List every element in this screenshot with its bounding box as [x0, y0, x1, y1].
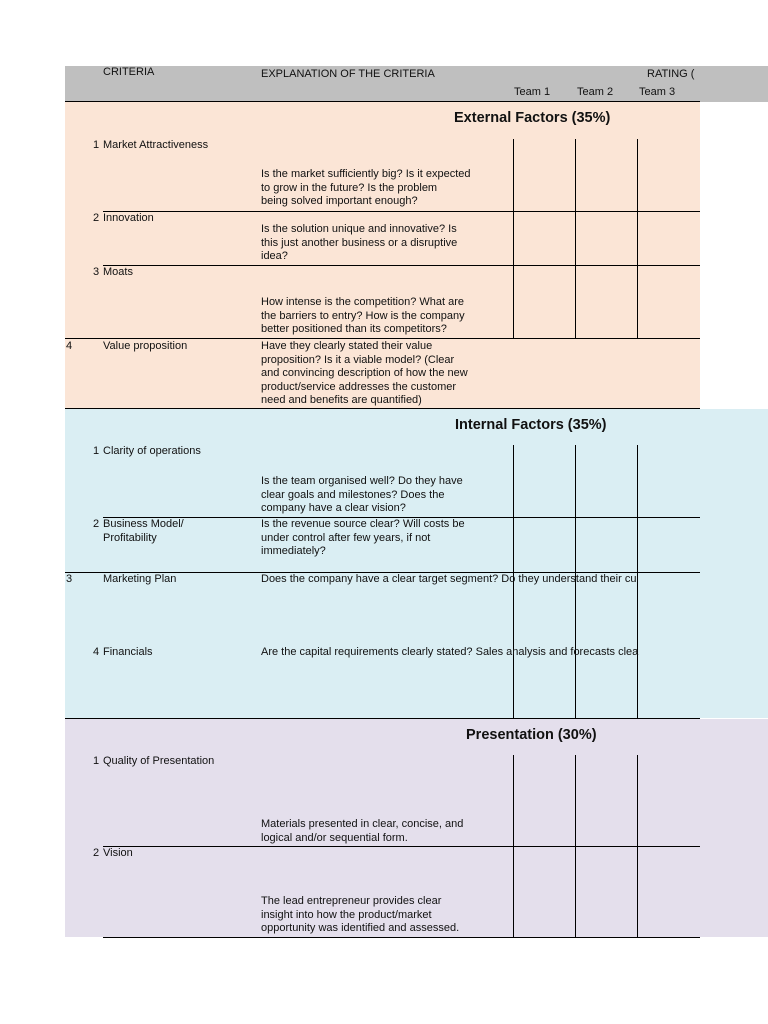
criterion-number: 2: [93, 518, 100, 530]
criterion-number: 2: [93, 212, 100, 224]
criterion-number: 1: [93, 755, 100, 767]
row-divider: [103, 211, 700, 212]
criterion-explanation: The lead entrepreneur provides clear insight into how the product/market opportunity was identified and assessed.: [261, 895, 460, 934]
row-divider: [103, 846, 700, 847]
criterion-name: Moats: [103, 266, 133, 278]
team-3-column-line: [637, 139, 638, 339]
team-1-header: Team 1: [514, 86, 551, 98]
criterion-name: Marketing Plan: [103, 573, 177, 585]
team-3-header: Team 3: [639, 86, 676, 98]
criterion-explanation: Have they clearly stated their value proposition? Is it a viable model? (Clear and convincing description of how the new product/service addresses the customer need and benefits are quantified): [261, 340, 468, 406]
criterion-number: 4: [93, 646, 100, 658]
criterion-explanation: Does the company have a clear target segment? Do they understand their cu: [261, 573, 637, 585]
criterion-explanation: Is the market sufficiently big? Is it expected to grow in the future? Is the problem being solved important enough?: [261, 168, 471, 207]
row-divider: [103, 265, 700, 266]
criterion-number: 4: [66, 340, 73, 352]
criterion-name: Value proposition: [103, 340, 188, 352]
criterion-number: 2: [93, 847, 100, 859]
team-2-header: Team 2: [577, 86, 614, 98]
criterion-explanation: Are the capital requirements clearly stated? Sales analysis and forecasts clea: [261, 646, 639, 658]
criterion-number: 3: [66, 573, 73, 585]
criterion-name: Clarity of operations: [103, 445, 201, 457]
explanation-header: EXPLANATION OF THE CRITERIA: [261, 68, 435, 80]
internal-factors-title: Internal Factors (35%): [455, 417, 607, 433]
criterion-explanation: Materials presented in clear, concise, and logical and/or sequential form.: [261, 818, 464, 844]
criterion-number: 1: [93, 445, 100, 457]
criterion-number: 3: [93, 266, 100, 278]
team-2-column-line: [575, 139, 576, 339]
rating-header: RATING (: [647, 68, 695, 80]
criterion-number: 1: [93, 139, 100, 151]
criterion-explanation: Is the revenue source clear? Will costs be under control after few years, if not immediately?: [261, 518, 465, 557]
criterion-name: Quality of Presentation: [103, 755, 215, 767]
presentation-title: Presentation (30%): [466, 727, 597, 743]
external-factors-title: External Factors (35%): [454, 110, 611, 126]
row-divider: [65, 338, 700, 339]
criterion-explanation: How intense is the competition? What are the barriers to entry? How is the company better positioned than its competitors?: [261, 296, 465, 335]
criterion-name: Financials: [103, 646, 153, 658]
criteria-header: CRITERIA: [103, 66, 155, 78]
criterion-explanation: Is the team organised well? Do they have clear goals and milestones? Does the company have a clear vision?: [261, 475, 463, 514]
criterion-name: Business Model/ Profitability: [103, 518, 184, 544]
table-bottom-line: [103, 937, 700, 938]
criterion-explanation: Is the solution unique and innovative? Is this just another business or a disruptive idea?: [261, 223, 458, 262]
criterion-name: Vision: [103, 847, 133, 859]
criterion-name: Innovation: [103, 212, 154, 224]
criterion-name: Market Attractiveness: [103, 139, 209, 151]
